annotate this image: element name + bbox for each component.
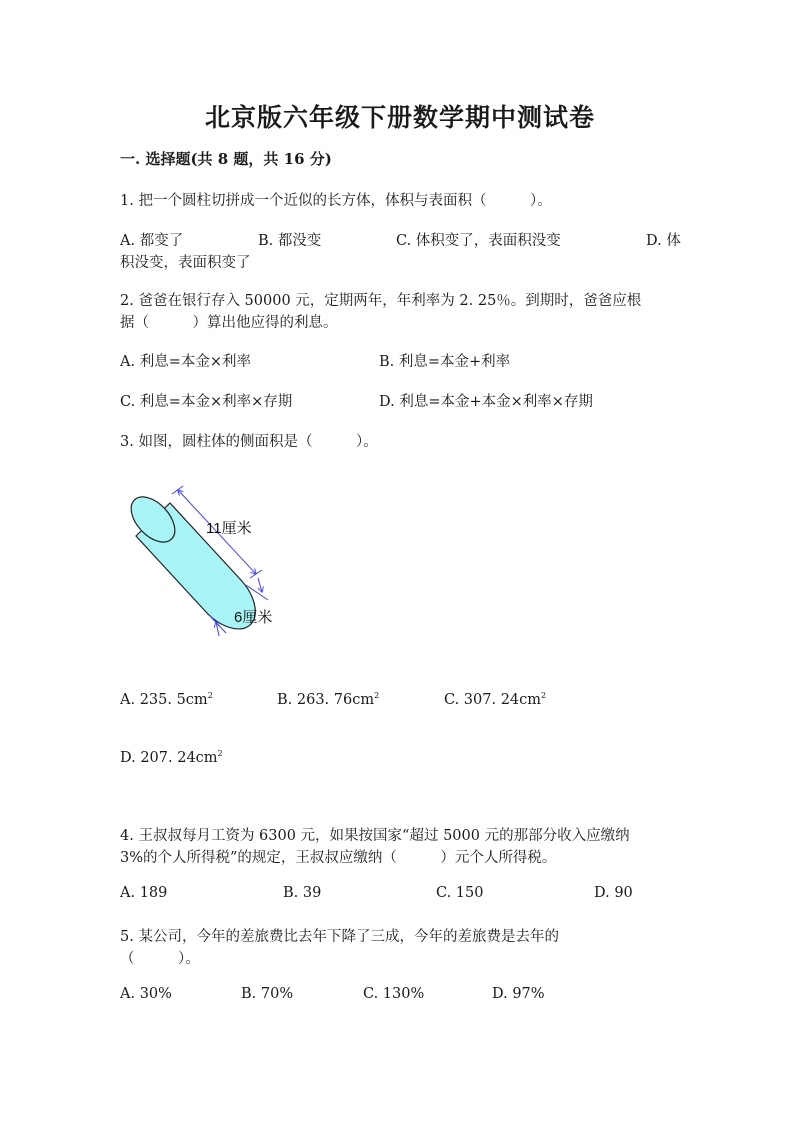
q5-option-c: C. 130%: [363, 986, 425, 1002]
q3-option-c: C. 307. $24cm^2$: [444, 691, 547, 708]
q3-option-d: D. 207. $24cm^2$: [120, 749, 223, 766]
q4-option-d: D. 90: [594, 885, 633, 901]
q4-stem-line2: 3%的个人所得税”的规定，王叔叔应缴纳（ ）元个人所得税。: [120, 850, 557, 866]
q2-option-b: B. 利息=本金+利率: [379, 354, 511, 370]
q5-option-a: A. 30%: [120, 986, 172, 1002]
q3-stem: 3. 如图，圆柱体的侧面积是（ ）。: [120, 434, 378, 450]
q2-option-a: A. 利息=本金×利率: [120, 354, 251, 370]
q1-stem: 1. 把一个圆柱切拼成一个近似的长方体，体积与表面积（ ）。: [120, 193, 552, 209]
q5-stem-line1: 5. 某公司，今年的差旅费比去年下降了三成，今年的差旅费是去年的: [120, 929, 559, 945]
q1-option-d-continued: 积没变，表面积变了: [120, 255, 251, 271]
diameter-label: 6厘米: [234, 609, 273, 626]
q4-option-a: A. 189: [120, 885, 168, 901]
q3-option-b: B. 263. $76cm^2$: [277, 691, 380, 708]
q5-stem-line2: （ ）。: [120, 951, 200, 967]
q4-option-c: C. 150: [436, 885, 484, 901]
q1-option-a: A. 都变了: [120, 233, 184, 249]
q3-option-a: A. 235. $5cm^2$: [120, 691, 213, 708]
q1-option-c: C. 体积变了，表面积没变: [396, 233, 561, 249]
q1-option-b: B. 都没变: [258, 233, 322, 249]
q4-stem-line1: 4. 王叔叔每月工资为 6300 元，如果按国家“超过 5000 元的那部分收入应缴纳: [120, 828, 630, 844]
q4-option-b: B. 39: [283, 885, 322, 901]
length-label: 11厘米: [206, 520, 252, 537]
q2-stem-line1: 2. 爸爸在银行存入 50000 元，定期两年，年利率为 2. 25％。到期时，爸爸应根: [120, 293, 642, 309]
section-heading: 一. 选择题(共 8 题，共 16 分): [120, 150, 332, 168]
q5-option-d: D. 97%: [492, 986, 545, 1002]
q2-option-c: C. 利息=本金×利率×存期: [120, 394, 293, 410]
q1-option-d: D. 体: [646, 233, 681, 249]
q2-option-d: D. 利息=本金+本金×利率×存期: [379, 394, 593, 410]
page-title: 北京版六年级下册数学期中测试卷: [204, 103, 595, 132]
q5-option-b: B. 70%: [241, 986, 294, 1002]
q2-stem-line2: 据（ ）算出他应得的利息。: [120, 315, 338, 331]
